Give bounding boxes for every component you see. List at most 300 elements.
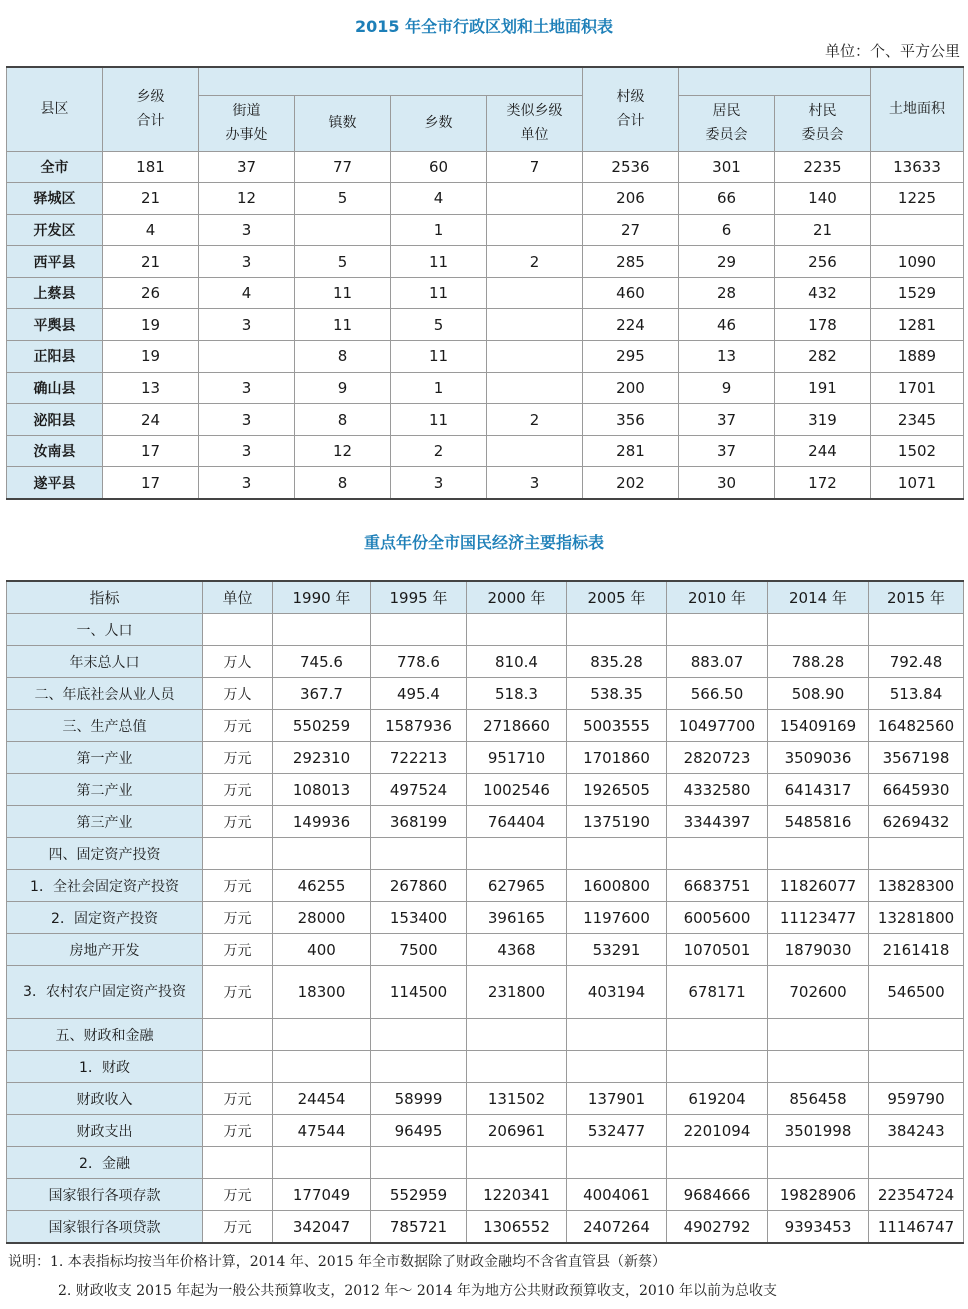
table-cell: 550259: [273, 710, 371, 742]
table-cell: 778.6: [371, 646, 467, 678]
row-label: 第一产业: [7, 742, 203, 774]
header-year-2010: 2010 年: [667, 581, 768, 614]
table-cell: 206961: [467, 1115, 567, 1147]
table-cell: 77: [295, 151, 391, 183]
header-village-total: 村级 合计: [583, 67, 679, 151]
table-cell: 26: [103, 277, 199, 309]
table-cell: 400: [273, 934, 371, 966]
table-cell: 140: [775, 183, 871, 215]
table-cell: 202: [583, 467, 679, 499]
header-towns: 镇数: [295, 95, 391, 151]
table-cell: [768, 838, 869, 870]
header-township-group: [199, 67, 583, 95]
table-cell: 1197600: [567, 902, 667, 934]
table-cell: 108013: [273, 774, 371, 806]
table-cell: 24454: [273, 1083, 371, 1115]
table-cell: 11123477: [768, 902, 869, 934]
table-cell: 460: [583, 277, 679, 309]
table-row: [7, 1051, 964, 1083]
table-cell: 13: [679, 341, 775, 373]
table-row: [7, 372, 964, 404]
row-label: 国家银行各项存款: [7, 1179, 203, 1211]
table-cell: 267860: [371, 870, 467, 902]
table-cell: 8: [295, 341, 391, 373]
table-cell: 47544: [273, 1115, 371, 1147]
row-label: 第三产业: [7, 806, 203, 838]
table-cell: [567, 1019, 667, 1051]
table-cell: [487, 341, 583, 373]
table-cell: 368199: [371, 806, 467, 838]
table-cell: 66: [679, 183, 775, 215]
row-label: 财政收入: [7, 1083, 203, 1115]
table-cell: [567, 1051, 667, 1083]
table-cell: 1225: [871, 183, 964, 215]
unit-cell: 万元: [203, 1211, 273, 1244]
table-cell: 1529: [871, 277, 964, 309]
table-cell: 301: [679, 151, 775, 183]
table-cell: [199, 341, 295, 373]
table-cell: 9393453: [768, 1211, 869, 1244]
table-cell: [567, 614, 667, 646]
economic-indicators-table: [6, 580, 964, 1244]
table-cell: [869, 1051, 964, 1083]
table-cell: 1220341: [467, 1179, 567, 1211]
row-label: 2．金融: [7, 1147, 203, 1179]
table-cell: 37: [199, 151, 295, 183]
table-row: [7, 1147, 964, 1179]
table-cell: 178: [775, 309, 871, 341]
table-cell: 2: [487, 246, 583, 278]
row-label: 财政支出: [7, 1115, 203, 1147]
table-cell: 12: [199, 183, 295, 215]
table-cell: 856458: [768, 1083, 869, 1115]
header-township-total: 乡级 合计: [103, 67, 199, 151]
table-cell: 285: [583, 246, 679, 278]
header-villagers-committee: 村民 委员会: [775, 95, 871, 151]
table-cell: 137901: [567, 1083, 667, 1115]
table-cell: 4: [391, 183, 487, 215]
table-row: [7, 309, 964, 341]
unit-cell: 万元: [203, 870, 273, 902]
table-cell: 13828300: [869, 870, 964, 902]
table-cell: 4332580: [667, 774, 768, 806]
table-cell: 10497700: [667, 710, 768, 742]
table-row: [7, 966, 964, 1019]
table-cell: 3: [199, 467, 295, 499]
table-cell: [487, 277, 583, 309]
table-cell: 58999: [371, 1083, 467, 1115]
table-cell: 1889: [871, 341, 964, 373]
table-cell: 508.90: [768, 678, 869, 710]
table-cell: 3: [199, 404, 295, 436]
table-cell: [467, 1051, 567, 1083]
row-label: 1．全社会固定资产投资: [7, 870, 203, 902]
table-cell: 764404: [467, 806, 567, 838]
table-cell: [487, 372, 583, 404]
table-cell: 792.48: [869, 646, 964, 678]
table-row: [7, 774, 964, 806]
table-cell: 959790: [869, 1083, 964, 1115]
table-cell: 1306552: [467, 1211, 567, 1244]
table-row: [7, 710, 964, 742]
table-cell: 131502: [467, 1083, 567, 1115]
table-cell: 22354724: [869, 1179, 964, 1211]
row-label: 三、生产总值: [7, 710, 203, 742]
table-cell: [667, 1147, 768, 1179]
header-year-2005: 2005 年: [567, 581, 667, 614]
unit-cell: [203, 614, 273, 646]
table-row: [7, 1019, 964, 1051]
table-cell: 788.28: [768, 646, 869, 678]
unit-cell: 万元: [203, 710, 273, 742]
table-row: [7, 1083, 964, 1115]
table-cell: 5: [295, 183, 391, 215]
header-street-office: 街道 办事处: [199, 95, 295, 151]
row-label: 第二产业: [7, 774, 203, 806]
table-cell: 27: [583, 214, 679, 246]
header-residents-committee: 居民 委员会: [679, 95, 775, 151]
table-cell: 200: [583, 372, 679, 404]
table-cell: 177049: [273, 1179, 371, 1211]
table-cell: 3: [199, 214, 295, 246]
table-cell: 883.07: [667, 646, 768, 678]
table-cell: 1: [391, 372, 487, 404]
table-cell: 153400: [371, 902, 467, 934]
table-cell: 5485816: [768, 806, 869, 838]
table-cell: 2235: [775, 151, 871, 183]
table-cell: 256: [775, 246, 871, 278]
table2-title: 重点年份全市国民经济主要指标表: [363, 533, 604, 552]
table-cell: 191: [775, 372, 871, 404]
row-label: 泌阳县: [7, 404, 103, 436]
table-cell: 13: [103, 372, 199, 404]
table-cell: 37: [679, 435, 775, 467]
table-cell: [567, 838, 667, 870]
table-cell: 5003555: [567, 710, 667, 742]
table-row: [7, 902, 964, 934]
table-cell: 2161418: [869, 934, 964, 966]
table-cell: 2345: [871, 404, 964, 436]
header-townships: 乡数: [391, 95, 487, 151]
table-cell: 19: [103, 341, 199, 373]
table-cell: 19828906: [768, 1179, 869, 1211]
table-cell: 6414317: [768, 774, 869, 806]
table-cell: [467, 1147, 567, 1179]
table-cell: 2: [487, 404, 583, 436]
table1-unit: 单位：个、平方公里: [824, 42, 960, 60]
table-cell: [273, 838, 371, 870]
table-cell: 3509036: [768, 742, 869, 774]
table-cell: 785721: [371, 1211, 467, 1244]
header-year-2015: 2015 年: [869, 581, 964, 614]
table-cell: 29: [679, 246, 775, 278]
row-label: 二、年底社会从业人员: [7, 678, 203, 710]
table-cell: 3344397: [667, 806, 768, 838]
unit-cell: [203, 1147, 273, 1179]
table-row: [7, 246, 964, 278]
table-cell: [467, 1019, 567, 1051]
table-row: [7, 1115, 964, 1147]
table-cell: [667, 838, 768, 870]
table-cell: 4: [103, 214, 199, 246]
table-cell: 24: [103, 404, 199, 436]
table-cell: 627965: [467, 870, 567, 902]
table-cell: 1090: [871, 246, 964, 278]
table-cell: 2718660: [467, 710, 567, 742]
table-cell: 4004061: [567, 1179, 667, 1211]
table-cell: 619204: [667, 1083, 768, 1115]
header-village-group: [679, 67, 871, 95]
table-cell: 13633: [871, 151, 964, 183]
unit-cell: 万元: [203, 966, 273, 1019]
table-cell: 11: [391, 246, 487, 278]
table-cell: 149936: [273, 806, 371, 838]
table-cell: 2201094: [667, 1115, 768, 1147]
table-cell: 356: [583, 404, 679, 436]
table-cell: 6269432: [869, 806, 964, 838]
table-cell: 546500: [869, 966, 964, 1019]
table-cell: 835.28: [567, 646, 667, 678]
table-cell: [768, 1051, 869, 1083]
table-cell: 319: [775, 404, 871, 436]
table-cell: 1002546: [467, 774, 567, 806]
table-cell: 206: [583, 183, 679, 215]
table-cell: [869, 838, 964, 870]
table-cell: 114500: [371, 966, 467, 1019]
header-unit: 单位: [203, 581, 273, 614]
header-county: 县区: [7, 67, 103, 151]
table-cell: 5: [391, 309, 487, 341]
table-cell: 21: [103, 183, 199, 215]
table-cell: [567, 1147, 667, 1179]
table-cell: 28: [679, 277, 775, 309]
unit-cell: 万元: [203, 774, 273, 806]
table-cell: 1070501: [667, 934, 768, 966]
row-label: 正阳县: [7, 341, 103, 373]
table-cell: 7500: [371, 934, 467, 966]
table-cell: [667, 614, 768, 646]
table-cell: [768, 614, 869, 646]
table-cell: 292310: [273, 742, 371, 774]
table-cell: 6645930: [869, 774, 964, 806]
unit-cell: 万人: [203, 646, 273, 678]
table-cell: 281: [583, 435, 679, 467]
row-label: 开发区: [7, 214, 103, 246]
table-cell: 18300: [273, 966, 371, 1019]
table-cell: 1879030: [768, 934, 869, 966]
table-cell: [273, 614, 371, 646]
table-cell: 702600: [768, 966, 869, 1019]
unit-cell: [203, 1051, 273, 1083]
table-cell: 17: [103, 467, 199, 499]
table-cell: 2407264: [567, 1211, 667, 1244]
table-cell: [371, 1147, 467, 1179]
table-cell: 3: [391, 467, 487, 499]
table-cell: 11: [391, 341, 487, 373]
row-label: 2．固定资产投资: [7, 902, 203, 934]
table-row: [7, 678, 964, 710]
table-cell: 181: [103, 151, 199, 183]
note-line-1: 说明：1. 本表指标均按当年价格计算，2014 年、2015 年全市数据除了财政金融均不含省直管县（新蔡）: [8, 1254, 666, 1270]
table-cell: 532477: [567, 1115, 667, 1147]
table-row: [7, 646, 964, 678]
table-cell: 1587936: [371, 710, 467, 742]
row-label: 西平县: [7, 246, 103, 278]
table1-title: 2015 年全市行政区划和土地面积表: [354, 17, 614, 36]
table-cell: 224: [583, 309, 679, 341]
table-cell: 6005600: [667, 902, 768, 934]
row-label: 房地产开发: [7, 934, 203, 966]
table-cell: 7: [487, 151, 583, 183]
table-cell: 11: [295, 309, 391, 341]
table-cell: 15409169: [768, 710, 869, 742]
row-label: 遂平县: [7, 467, 103, 499]
table-cell: [869, 614, 964, 646]
table-cell: [667, 1019, 768, 1051]
table-cell: 722213: [371, 742, 467, 774]
table-cell: 1701860: [567, 742, 667, 774]
table-cell: 9: [679, 372, 775, 404]
unit-cell: 万元: [203, 1179, 273, 1211]
unit-cell: 万元: [203, 742, 273, 774]
row-label: 一、人口: [7, 614, 203, 646]
header-land-area: 土地面积: [871, 67, 964, 151]
table-row: [7, 614, 964, 646]
table-cell: 3: [199, 309, 295, 341]
table-row: [7, 341, 964, 373]
row-label: 五、财政和金融: [7, 1019, 203, 1051]
row-label: 驿城区: [7, 183, 103, 215]
row-label: 3．农村农户固定资产投资: [7, 966, 203, 1019]
table-cell: 12: [295, 435, 391, 467]
table-cell: 4368: [467, 934, 567, 966]
table-cell: 11146747: [869, 1211, 964, 1244]
table-cell: 8: [295, 404, 391, 436]
table-cell: [371, 614, 467, 646]
table-cell: 367.7: [273, 678, 371, 710]
table-cell: 30: [679, 467, 775, 499]
header-similar-units: 类似乡级 单位: [487, 95, 583, 151]
row-label: 全市: [7, 151, 103, 183]
table-cell: [295, 214, 391, 246]
row-label: 平舆县: [7, 309, 103, 341]
table-cell: 810.4: [467, 646, 567, 678]
row-label: 年末总人口: [7, 646, 203, 678]
table-cell: 11826077: [768, 870, 869, 902]
table-cell: 28000: [273, 902, 371, 934]
table-cell: 3567198: [869, 742, 964, 774]
table-row: [7, 183, 964, 215]
table-row: [7, 806, 964, 838]
table-cell: 11: [295, 277, 391, 309]
table-cell: 295: [583, 341, 679, 373]
table-cell: 678171: [667, 966, 768, 1019]
table-cell: 37: [679, 404, 775, 436]
header-year-1995: 1995 年: [371, 581, 467, 614]
table-cell: [487, 309, 583, 341]
table-cell: 231800: [467, 966, 567, 1019]
table-cell: [371, 1019, 467, 1051]
header-year-2000: 2000 年: [467, 581, 567, 614]
table-cell: 46255: [273, 870, 371, 902]
header-year-2014: 2014 年: [768, 581, 869, 614]
table-cell: 495.4: [371, 678, 467, 710]
table-cell: 8: [295, 467, 391, 499]
table-cell: 538.35: [567, 678, 667, 710]
table-cell: 11: [391, 277, 487, 309]
table-cell: 1926505: [567, 774, 667, 806]
table-row: [7, 742, 964, 774]
table-cell: 3: [199, 372, 295, 404]
table-cell: 745.6: [273, 646, 371, 678]
table-cell: [273, 1019, 371, 1051]
table-cell: [273, 1051, 371, 1083]
row-label: 1．财政: [7, 1051, 203, 1083]
unit-cell: 万元: [203, 1115, 273, 1147]
table-cell: 3: [487, 467, 583, 499]
table-cell: [487, 435, 583, 467]
table-cell: [371, 838, 467, 870]
table-cell: 6: [679, 214, 775, 246]
table-cell: 1281: [871, 309, 964, 341]
table-cell: [371, 1051, 467, 1083]
table-cell: 282: [775, 341, 871, 373]
table-cell: 244: [775, 435, 871, 467]
table-cell: 4: [199, 277, 295, 309]
table-cell: 16482560: [869, 710, 964, 742]
row-label: 四、固定资产投资: [7, 838, 203, 870]
table-cell: 2: [391, 435, 487, 467]
table-cell: 46: [679, 309, 775, 341]
header-indicator: 指标: [7, 581, 203, 614]
table-cell: 396165: [467, 902, 567, 934]
table-cell: 951710: [467, 742, 567, 774]
table-cell: [467, 614, 567, 646]
table-row: [7, 467, 964, 499]
table-cell: 6683751: [667, 870, 768, 902]
row-label: 汝南县: [7, 435, 103, 467]
table-cell: 432: [775, 277, 871, 309]
table-cell: [768, 1147, 869, 1179]
table-cell: 1600800: [567, 870, 667, 902]
table-cell: 60: [391, 151, 487, 183]
table-cell: 17: [103, 435, 199, 467]
table-cell: 19: [103, 309, 199, 341]
unit-cell: 万元: [203, 806, 273, 838]
table-cell: 497524: [371, 774, 467, 806]
table-cell: [467, 838, 567, 870]
table-cell: 2820723: [667, 742, 768, 774]
table-cell: 3: [199, 435, 295, 467]
table-cell: [871, 214, 964, 246]
table-cell: 552959: [371, 1179, 467, 1211]
table-cell: 1071: [871, 467, 964, 499]
table-cell: 4902792: [667, 1211, 768, 1244]
table-row: [7, 151, 964, 183]
row-label: 上蔡县: [7, 277, 103, 309]
table-cell: 403194: [567, 966, 667, 1019]
table-cell: [667, 1051, 768, 1083]
table-cell: 384243: [869, 1115, 964, 1147]
unit-cell: 万人: [203, 678, 273, 710]
table-cell: 513.84: [869, 678, 964, 710]
table-cell: 3: [199, 246, 295, 278]
note-line-2: 2. 财政收支 2015 年起为一般公共预算收支，2012 年～ 2014 年为地方公共财政预算收支，2010 年以前为总收支: [58, 1283, 778, 1299]
table-cell: [869, 1019, 964, 1051]
table-cell: 172: [775, 467, 871, 499]
table-cell: [768, 1019, 869, 1051]
unit-cell: 万元: [203, 902, 273, 934]
